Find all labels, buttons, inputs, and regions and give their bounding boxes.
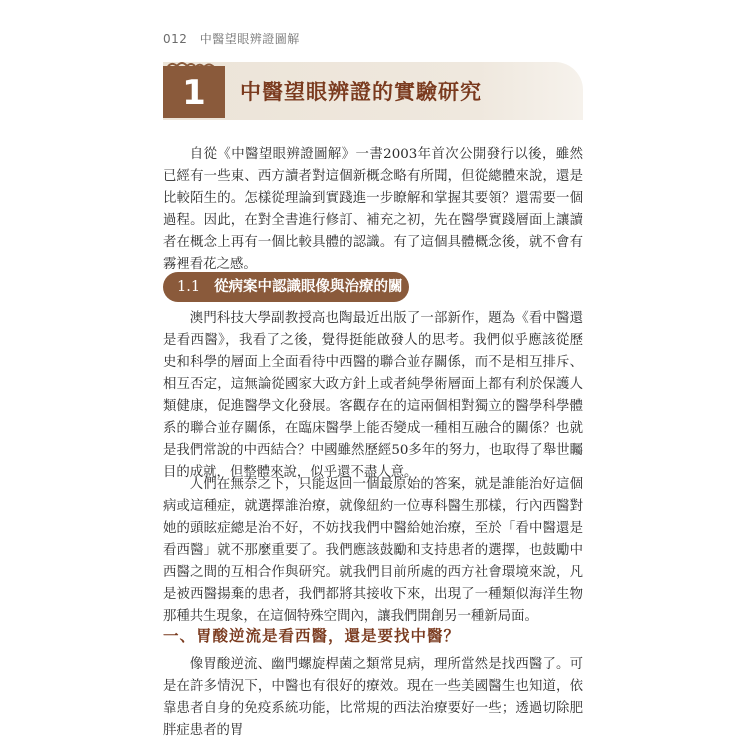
section-title: 從病案中認識眼像與治療的關係	[163, 278, 403, 325]
chapter-number: 1	[163, 68, 225, 118]
subsection-heading: 一、胃酸逆流是看西醫，還是要找中醫？	[163, 626, 461, 645]
book-title: 中醫望眼辨證圖解	[199, 32, 300, 46]
section-number: 1.1	[177, 279, 201, 295]
body-paragraph: 像胃酸逆流、幽門螺旋桿菌之類常見病，理所當然是找西醫了。可是在許多情況下，中醫也有很好的療效。現在一些美國醫生也知道，依靠患者自身的免疫系統功能，比常規的西法治療要好一些；透過切除肥胖症患者的胃	[163, 657, 583, 738]
body-paragraph: 人們在無奈之下，只能返回一個最原始的答案，就是誰能治好這個病或這種症，就選擇誰治療，就像紐約一位專科醫生那樣，行內西醫對她的頭眩症總是治不好，不妨找我們中醫給她治療，至於「看中醫還是看西醫」就不那麼重要了。我們應該鼓勵和支持患者的選擇，也鼓勵中西醫之間的互相合作與研究。就我們目前所處的西方社會環境來說，凡是被西醫揚棄的患者，我們都將其接收下來，出現了一種類似海洋生物那種共生現象，在這個特殊空間內，讓我們開創另一種新局面。	[163, 477, 583, 624]
body-paragraph: 澳門科技大學副教授高也陶最近出版了一部新作，題為《看中醫還是看西醫》，我看了之後，覺得挺能啟發人的思考。我們似乎應該從歷史和科學的層面上全面看待中西醫的聯合並存關係，而不是相互排斥、相互否定，這無論從國家大政方針上或者純學術層面上都有利於保護人類健康，促進醫學文化發展。客觀存在的這兩個相對獨立的醫學科學體系的聯合並存關係，在臨床醫學上能否變成一種相互融合的關係？也就是我們常說的中西結合？中國雖然歷經50多年的努力，也取得了舉世矚目的成就，但整體來說，似乎還不盡人意。	[163, 311, 583, 480]
running-head	[163, 30, 300, 47]
intro-paragraph: 自從《中醫望眼辨證圖解》一書2003年首次公開發行以後，雖然已經有一些東、西方讀者對這個新概念略有所聞，但從總體來說，還是比較陌生的。怎樣從理論到實踐進一步瞭解和掌握其要領？還需要一個過程。因此，在對全書進行修訂、補充之初，先在醫學實踐層面上讓讀者在概念上再有一個比較具體的認識。有了這個具體概念後，就不會有霧裡看花之感。	[163, 147, 583, 272]
page-number: 012	[163, 32, 188, 46]
section-heading	[163, 272, 409, 325]
chapter-title: 中醫望眼辨證的實驗研究	[240, 79, 482, 104]
